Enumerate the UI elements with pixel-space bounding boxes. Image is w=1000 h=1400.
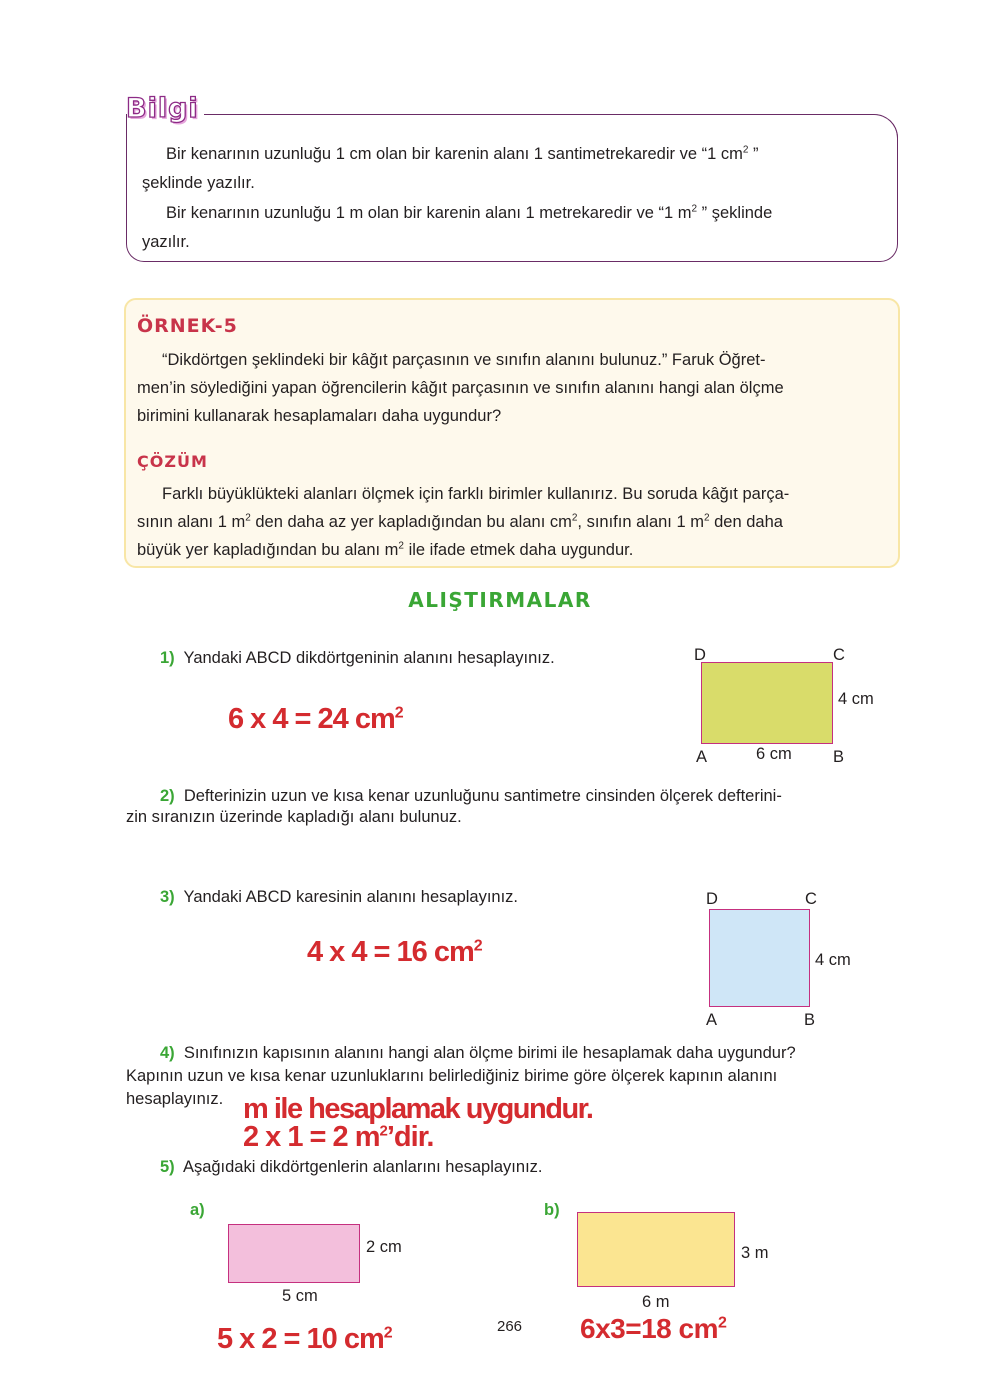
part-b-label: b)	[544, 1201, 560, 1219]
solution-title: ÇÖZÜM	[137, 452, 208, 471]
rectangle-a-side-label: 2 cm	[366, 1238, 402, 1256]
question-3: 3) Yandaki ABCD karesinin alanını hesaplayınız.	[160, 888, 519, 906]
exercises-heading: ALIŞTIRMALAR	[408, 588, 592, 612]
square-vertex-c: C	[805, 890, 817, 908]
question-4-line2: Kapının uzun ve kısa kenar uzunluklarını belirlediğiniz birime göre ölçerek kapının alanını	[126, 1067, 778, 1085]
vertex-c: C	[833, 646, 845, 664]
solution-line3: büyük yer kapladığından bu alanı $m^2$ ile ifade etmek daha uygundur.	[137, 540, 634, 559]
rectangle-b-base-label: 6 m	[642, 1293, 670, 1311]
solution-line2: sının alanı 1 $m^2$ den daha az yer kapladığından bu alanı $cm^2$, sınıfın alanı 1 $m^2$ den daha	[137, 512, 783, 531]
answer-5b: 6x3=18 $cm^2$	[580, 1313, 727, 1344]
example-question-line2: men’in söylediğini yapan öğrencilerin kâğıt parçasının ve sınıfın alanını hangi alan ölçme	[137, 379, 784, 397]
part-a-label: a)	[190, 1201, 205, 1219]
bilgi-box-corner	[852, 114, 898, 154]
answer-1: 6 x 4 = 24 $cm^2$	[228, 703, 403, 735]
question-4-line3: hesaplayınız.	[126, 1090, 224, 1108]
bilgi-paragraph-2-line2: yazılır.	[142, 233, 190, 251]
answer-4-line1: m ile hesaplamak uygundur.	[243, 1093, 593, 1125]
square-abcd	[709, 909, 810, 1007]
solution-line1: Farklı büyüklükteki alanları ölçmek için farklı birimler kullanırız. Bu soruda kâğıt parça-	[162, 485, 790, 503]
bilgi-paragraph-2: Bir kenarının uzunluğu 1 m olan bir karenin alanı 1 metrekaredir ve “1 $m^2$ ” şeklinde	[166, 203, 773, 222]
rectangle-b-side-label: 3 m	[741, 1244, 769, 1262]
bilgi-paragraph-1: Bir kenarının uzunluğu 1 cm olan bir karenin alanı 1 santimetrekaredir ve “1 $cm^2$ ”	[166, 144, 759, 163]
rectangle-abcd	[701, 662, 833, 744]
answer-4-line2: 2 x 1 = 2 $m^2’dir$.	[243, 1121, 434, 1153]
question-1: 1) Yandaki ABCD dikdörtgeninin alanını hesaplayınız.	[160, 649, 555, 667]
square-side-label: 4 cm	[815, 951, 851, 969]
question-2-line2: zin sıranızın üzerinde kapladığı alanı bulunuz.	[126, 808, 462, 826]
rectangle-b	[577, 1212, 735, 1287]
page-number: 266	[497, 1318, 523, 1335]
vertex-a: A	[696, 748, 708, 766]
rectangle-a	[228, 1224, 360, 1283]
question-2-line1: 2) Defterinizin uzun ve kısa kenar uzunluğunu santimetre cinsinden ölçerek defterini-	[160, 787, 782, 805]
square-vertex-a: A	[706, 1011, 718, 1029]
answer-3: 4 x 4 = 16 $cm^2$	[307, 936, 482, 968]
bilgi-heading: Bilgi	[126, 93, 199, 124]
base-length-label: 6 cm	[756, 745, 792, 763]
answer-5a: 5 x 2 = 10 $cm^2$	[217, 1323, 392, 1355]
rectangle-a-base-label: 5 cm	[282, 1287, 318, 1305]
example-question-line3: birimini kullanarak hesaplamaları daha uygundur?	[137, 407, 502, 425]
example-title: ÖRNEK-5	[137, 315, 238, 337]
question-5: 5) Aşağıdaki dikdörtgenlerin alanlarını hesaplayınız.	[160, 1158, 543, 1176]
square-vertex-d: D	[706, 890, 718, 908]
square-vertex-b: B	[804, 1011, 816, 1029]
question-4-line1: 4) Sınıfınızın kapısının alanını hangi alan ölçme birimi ile hesaplamak daha uygundur?	[160, 1044, 796, 1062]
side-length-label: 4 cm	[838, 690, 874, 708]
vertex-b: B	[833, 748, 845, 766]
example-question-line1: “Dikdörtgen şeklindeki bir kâğıt parçasının ve sınıfın alanını bulunuz.” Faruk Öğret-	[162, 351, 766, 369]
bilgi-paragraph-1-line2: şeklinde yazılır.	[142, 174, 255, 192]
vertex-d: D	[694, 646, 706, 664]
